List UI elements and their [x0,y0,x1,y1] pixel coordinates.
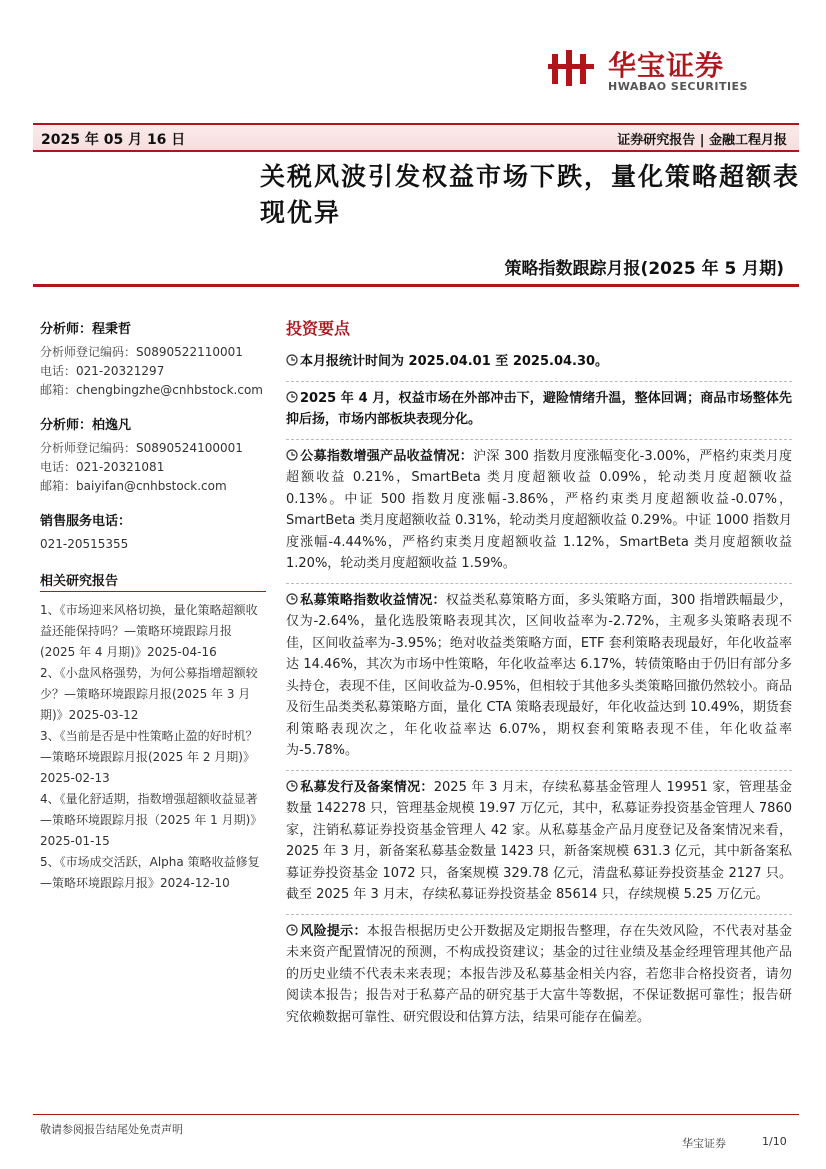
analyst-email [40,381,266,400]
clock-bullet-icon [286,780,298,792]
paragraph-lead: 风险提示： [300,923,367,939]
paragraph-lead: 公募指数增强产品收益情况： [300,448,474,464]
investment-highlights [286,316,792,1028]
paragraph-lead: 2025 年 4 月，权益市场在外部冲击下，避险情绪升温，整体回调；商品市场整体先抑后扬，市场内部板块表现分化。 [286,390,792,427]
paragraph-lead: 私募发行及备案情况： [300,779,434,795]
paragraph-lead: 私募策略指数收益情况： [300,592,446,608]
reg-label: 分析师登记编码： [40,441,137,455]
highlight-paragraph [286,914,792,1029]
logo-mark-icon [548,48,596,88]
sidebar [40,318,266,894]
email-link[interactable]: baiyifan@cnhbstock.com [76,479,227,493]
footer-divider [33,1114,799,1115]
company-logo [546,40,786,100]
page-number: 1/10 [762,1135,787,1148]
sales-phone: 021-20515355 [40,537,129,551]
clock-bullet-icon [286,354,298,366]
analyst-card [40,414,266,496]
analyst-phone [40,458,266,477]
related-reports-title: 相关研究报告 [40,570,266,592]
analyst-reg [40,343,266,362]
clock-bullet-icon [286,391,298,403]
reg-value: S0890522110001 [136,345,243,359]
paragraph-lead: 本月报统计时间为 2025.04.01 至 2025.04.30。 [300,354,609,369]
report-type: 证券研究报告 | 金融工程月报 [617,133,787,148]
section-heading: 投资要点 [286,319,351,338]
highlight-paragraph [286,381,792,431]
highlight-paragraph [286,770,792,906]
highlight-paragraph [286,351,792,373]
related-report-item[interactable]: 3、《当前是否是中性策略止盈的好时机？—策略环境跟踪月报(2025 年 2 月期)》2025-02-13 [40,729,258,785]
paragraph-body: 权益类私募策略方面，多头策略方面，300 指增跌幅最少，仅为-2.64%，量化选股策略表现其次，区间收益率为-2.72%，主观多头策略表现不佳，区间收益率为-3.95%；绝对收益类策略方面，ETF 套利策略表现最好，年化收益率达 14.46%，其次为市场中性策略，年化收益率达 6.17%，转债策略由于仍旧有部分多头持仓，表现不佳，区间收益为-0.95%，但相较于其他多头类策略回撤仍然较小。商品及衍生品类类私募策略方面，量化 CTA 策略表现最好，年化收益达到 10.49%，期货套利策略表现次之，年化收益率达 6.07%，期权套利策略表现不佳，年化收益率为-5.78%。 [286,592,792,758]
clock-bullet-icon [286,449,298,461]
report-title: 关税风波引发权益市场下跌，量化策略超额表现优异 [260,162,801,227]
analyst-name: 分析师：柏逸凡 [40,418,132,433]
highlight-paragraph [286,439,792,575]
report-subtitle: 策略指数跟踪月报(2025 年 5 月期) [504,259,784,279]
footer-disclaimer: 敬请参阅报告结尾处免责声明 [40,1123,183,1136]
phone-value: 021-20321081 [76,460,165,474]
reg-value: S0890524100001 [136,441,243,455]
analyst-name: 分析师：程秉哲 [40,322,132,337]
email-link[interactable]: chengbingzhe@cnhbstock.com [76,383,263,397]
related-report-item[interactable]: 2、《小盘风格强势，为何公募指增超额较少？—策略环境跟踪月报(2025 年 3 月期)》2025-03-12 [40,666,258,722]
title-divider [33,284,799,287]
reg-label: 分析师登记编码： [40,345,137,359]
sales-title: 销售服务电话： [40,514,132,529]
phone-value: 021-20321297 [76,364,165,378]
analyst-phone [40,362,266,381]
related-report-item[interactable]: 1、《市场迎来风格切换，量化策略超额收益还能保持吗？—策略环境跟踪月报(2025 年 4 月期)》2025-04-16 [40,603,258,659]
analyst-reg [40,439,266,458]
paragraph-body: 沪深 300 指数月度涨幅变化-3.00%，严格约束类月度超额收益 0.21%，SmartBeta 类月度超额收益 0.09%，轮动类月度超额收益 0.13%。中证 500 指数月度涨幅-3.86%，严格约束类月度超额收益-0.07%，SmartBeta 类月度超额收益 0.31%，轮动类月度超额收益 0.29%。中证 1000 指数月度涨幅-4.44%%，严格约束类月度超额收益 1.12%，SmartBeta 类月度超额收益 1.20%，轮动类月度超额收益 1.59%。 [286,448,792,571]
analyst-card [40,318,266,400]
clock-bullet-icon [286,924,298,936]
related-report-item[interactable]: 5、《市场成交活跃，Alpha 策略收益修复—策略环境跟踪月报》2024-12-10 [40,855,260,890]
logo-english-name: HWABAO SECURITIES [608,80,748,93]
footer-company: 华宝证券 [682,1137,726,1150]
sales-contact [40,510,266,554]
email-label: 邮箱： [40,479,77,493]
analyst-email [40,477,266,496]
email-label: 邮箱： [40,383,77,397]
date-bar [33,123,799,152]
clock-bullet-icon [286,593,298,605]
paragraph-body: 2025 年 3 月末，存续私募基金管理人 19951 家，管理基金数量 142278 只，管理基金规模 19.97 万亿元，其中，私募证券投资基金管理人 7860 家，注销私募证券投资基金管理人 42 家。从私募基金产品月度登记及备案情况来看，2025 年 3 月，新备案私募基金数量 1423 只，新备案规模 631.3 亿元，其中新备案私募证券投资基金 1072 只，备案规模 329.78 亿元，清盘私募证券投资基金 2127 只。截至 2025 年 3 月末，存续私募证券投资基金 85614 只，存续规模 5.25 万亿元。 [286,779,792,902]
phone-label: 电话： [40,460,77,474]
logo-chinese-name: 华宝证券 [608,49,725,82]
paragraph-body: 本报告根据历史公开数据及定期报告整理，存在失效风险，不代表对基金未来资产配置情况的预测，不构成投资建议；基金的过往业绩及基金经理管理其他产品的历史业绩不代表未来表现；本报告涉及私募基金相关内容，若您非合格投资者，请勿阅读本报告；报告对于私募产品的研究基于大富牛等数据，不保证数据可靠性；报告研究依赖数据可靠性、研究假设和估算方法，结果可能存在偏差。 [286,923,792,1025]
related-report-item[interactable]: 4、《量化舒适期，指数增强超额收益显著—策略环境跟踪月报（2025 年 1 月期)》2025-01-15 [40,792,263,848]
related-reports-list [40,600,266,894]
highlight-paragraph [286,583,792,762]
report-date: 2025 年 05 月 16 日 [41,132,186,148]
phone-label: 电话： [40,364,77,378]
